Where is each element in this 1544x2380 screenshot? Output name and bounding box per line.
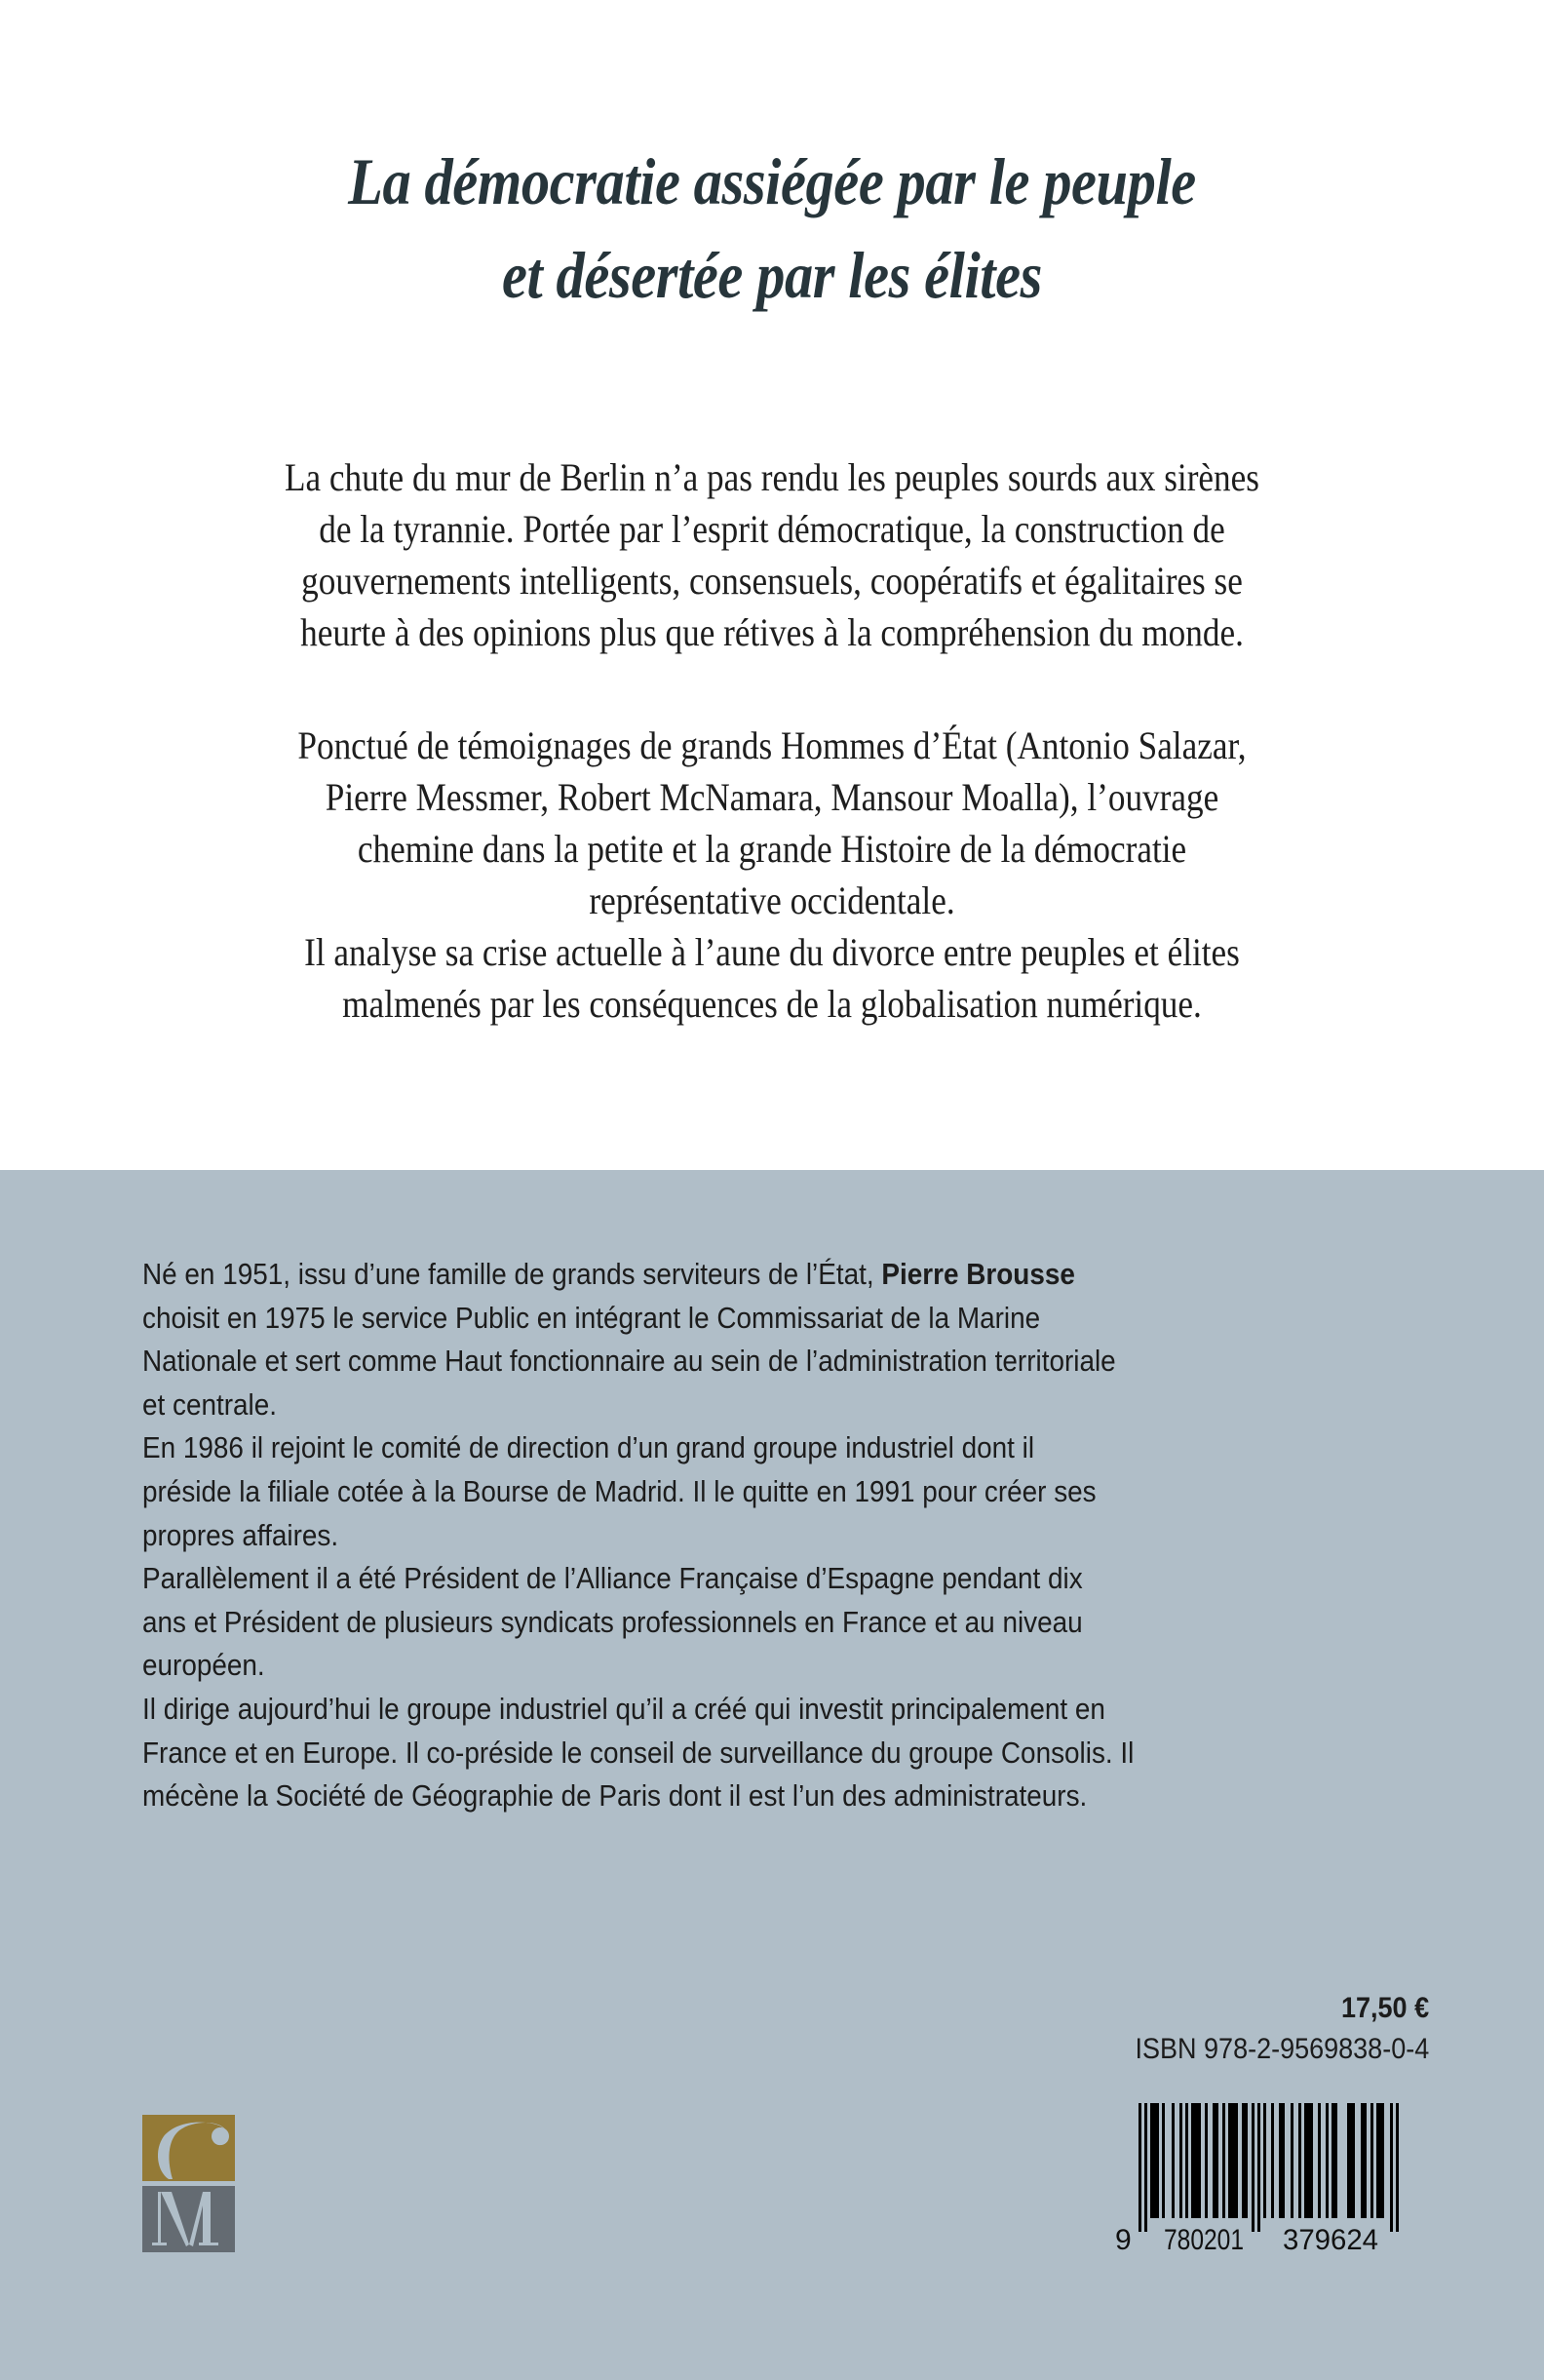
- bio-line: France et en Europe. Il co-préside le conseil de surveillance du groupe Consolis. Il: [142, 1735, 1135, 1770]
- blurb-line: Pierre Messmer, Robert McNamara, Mansour Moalla), l’ouvrage: [325, 775, 1219, 819]
- bio-line: En 1986 il rejoint le comité de direction d’un grand groupe industriel dont il: [142, 1430, 1035, 1465]
- author-bio: [142, 1253, 1429, 1818]
- bio-line: ans et Président de plusieurs syndicats professionnels en France et au niveau: [142, 1604, 1083, 1639]
- barcode-icon: [1111, 2101, 1433, 2257]
- title-line-1: La démocratie assiégée par le peuple: [348, 144, 1196, 218]
- blurb-line: de la tyrannie. Portée par l’esprit démocratique, la construction de: [319, 507, 1225, 551]
- barcode-digit-first: 9: [1115, 2224, 1132, 2256]
- bio-line: européen.: [142, 1648, 265, 1683]
- isbn-barcode: [1111, 2101, 1433, 2257]
- bio-line-prefix: Né en 1951, issu d’une famille de grands serviteurs de l’État,: [142, 1257, 882, 1291]
- bio-line: Parallèlement il a été Président de l’Alliance Française d’Espagne pendant dix: [142, 1561, 1083, 1596]
- blurb-line: gouvernements intelligents, consensuels, coopératifs et égalitaires se: [301, 559, 1243, 603]
- logo-c-glyph-icon: [142, 2115, 235, 2181]
- bio-line: mécène la Société de Géographie de Paris dont il est l’un des administrateurs.: [142, 1778, 1088, 1814]
- bio-line: préside la filiale cotée à la Bourse de Madrid. Il le quitte en 1991 pour créer ses: [142, 1473, 1097, 1508]
- bio-line: et centrale.: [142, 1386, 278, 1422]
- blurb-line: malmenés par les conséquences de la globalisation numérique.: [342, 982, 1202, 1026]
- publisher-logo-icon: [142, 2115, 235, 2252]
- logo-m-glyph-icon: [142, 2186, 235, 2252]
- bio-line: choisit en 1975 le service Public en intégrant le Commissariat de la Marine: [142, 1300, 1041, 1335]
- blurb-line: représentative occidentale.: [589, 878, 955, 922]
- blurb-line: chemine dans la petite et la grande Histoire de la démocratie: [357, 827, 1187, 871]
- blurb-line: Ponctué de témoignages de grands Hommes d’État (Antonio Salazar,: [297, 723, 1247, 767]
- bio-line: Il dirige aujourd’hui le groupe industriel qu’il a créé qui investit principalement en: [142, 1691, 1105, 1726]
- barcode-group-right: 379624: [1283, 2224, 1378, 2256]
- author-name: Pierre Brousse: [881, 1257, 1075, 1291]
- blurb-line: La chute du mur de Berlin n’a pas rendu les peuples sourds aux sirènes: [284, 455, 1259, 499]
- barcode-group-left: 780201: [1164, 2224, 1244, 2256]
- isbn-label: ISBN 978-2-9569838-0-4: [1135, 2033, 1429, 2065]
- title-line-2: et désertée par les élites: [502, 238, 1042, 312]
- blurb-line: heurte à des opinions plus que rétives à la compréhension du monde.: [300, 610, 1244, 654]
- logo-m-block: [142, 2186, 235, 2252]
- bio-line: Nationale et sert comme Haut fonctionnaire au sein de l’administration territoriale: [142, 1344, 1116, 1379]
- book-title: [0, 135, 1544, 322]
- blurb-line: Il analyse sa crise actuelle à l’aune du divorce entre peuples et élites: [304, 930, 1240, 974]
- bio-line: propres affaires.: [142, 1517, 339, 1552]
- bio-line: [142, 1253, 1300, 1297]
- logo-c-block: [142, 2115, 235, 2181]
- price-label: 17,50 €: [1340, 1992, 1429, 2024]
- cover-top-section: [0, 0, 1544, 1170]
- blurb-paragraph-1: [0, 451, 1544, 658]
- blurb-paragraph-2: [0, 720, 1544, 1030]
